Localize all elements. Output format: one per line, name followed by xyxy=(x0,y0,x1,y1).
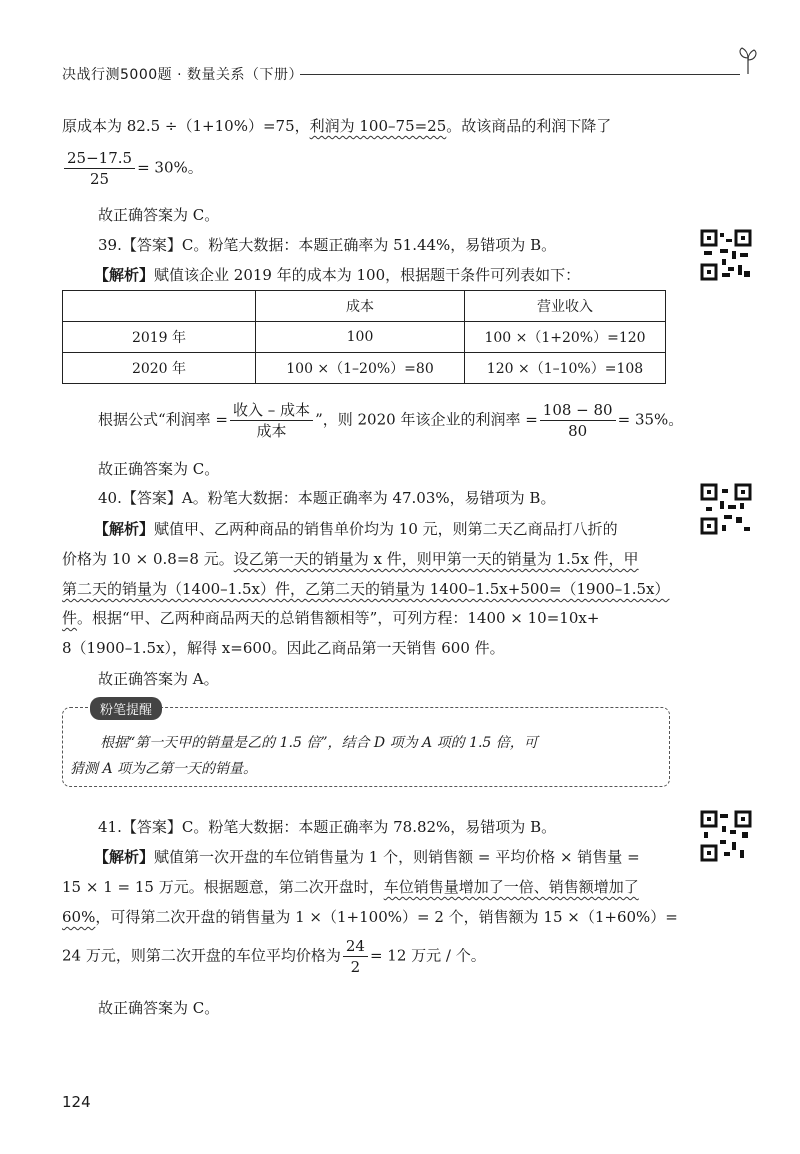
fraction: $\frac{\text{收入 – 成本}}{\text{成本}}$ xyxy=(230,400,313,441)
fraction: $\frac{25-17.5}{25}$ xyxy=(64,148,135,189)
text-line: 件。根据“甲、乙两种商品两天的总销售额相等”，可列方程：1400 × 10=10x+ xyxy=(62,609,600,627)
formula-line: $\frac{25-17.5}{25}$ = 30%。 xyxy=(62,148,203,189)
formula-line: 24 万元，则第二次开盘的车位平均价格为 $\frac{24}{2}$ = 12 万元 / 个。 xyxy=(62,937,486,976)
answer-header: 41.【答案】C。粉笔大数据：本题正确率为 78.82%，易错项为 B。 xyxy=(98,818,557,836)
table-cell: 100 xyxy=(256,322,465,353)
qr-code-icon[interactable] xyxy=(700,810,752,862)
answer-line: 故正确答案为 A。 xyxy=(98,670,219,688)
table-cell: 100 ×（1–20%）=80 xyxy=(256,353,465,384)
tip-label: 粉笔提醒 xyxy=(90,697,162,720)
answer-line: 故正确答案为 C。 xyxy=(98,206,220,224)
fraction: $\frac{24}{2}$ xyxy=(343,936,368,977)
analysis-line: 【解析】赋值甲、乙两种商品的销售单价均为 10 元，则第二天乙商品打八折的 xyxy=(94,520,618,538)
table-cell xyxy=(63,291,256,322)
table-cell: 100 ×（1+20%）=120 xyxy=(465,322,666,353)
fraction: $\frac{108 - 80}{80}$ xyxy=(540,400,616,441)
page-number: 124 xyxy=(62,1093,91,1111)
answer-header: 39.【答案】C。粉笔大数据：本题正确率为 51.44%，易错项为 B。 xyxy=(98,236,557,254)
qr-code-icon[interactable] xyxy=(700,483,752,535)
table-cell: 2019 年 xyxy=(63,322,256,353)
text-line: 15 × 1 = 15 万元。根据题意，第二次开盘时，车位销售量增加了一倍、销售额增加了 xyxy=(62,878,639,896)
table-header-row xyxy=(63,291,666,322)
text-line: 原成本为 82.5 ÷（1+10%）=75，利润为 100–75=25。故该商品的利润下降了 xyxy=(62,117,612,135)
table-row xyxy=(63,353,666,384)
tip-text: 根据“第一天甲的销量是乙的 1.5 倍”，结合 D 项为 A 项的 1.5 倍，可 xyxy=(100,735,538,751)
tip-text: 猜测 A 项为乙第一天的销量。 xyxy=(70,761,258,777)
analysis-line: 【解析】赋值第一次开盘的车位销售量为 1 个，则销售额 = 平均价格 × 销售量 = xyxy=(94,848,640,866)
data-table xyxy=(62,290,666,384)
leaf-icon xyxy=(736,46,760,76)
text-line: 价格为 10 × 0.8=8 元。设乙第一天的销量为 x 件，则甲第一天的销量为 1.5x 件，甲 xyxy=(62,550,639,568)
answer-header: 40.【答案】A。粉笔大数据：本题正确率为 47.03%，易错项为 B。 xyxy=(98,489,556,507)
text-line: 第二天的销量为（1400–1.5x）件，乙第二天的销量为 1400–1.5x+500=（1900–1.5x） xyxy=(62,580,670,598)
answer-line: 故正确答案为 C。 xyxy=(98,999,220,1017)
header-rule xyxy=(300,74,740,75)
answer-line: 故正确答案为 C。 xyxy=(98,460,220,478)
analysis-line: 【解析】赋值该企业 2019 年的成本为 100，根据题干条件可列表如下： xyxy=(94,266,581,284)
table-cell: 120 ×（1–10%）=108 xyxy=(465,353,666,384)
table-row xyxy=(63,322,666,353)
qr-code-icon[interactable] xyxy=(700,229,752,281)
table-cell: 成本 xyxy=(256,291,465,322)
text-line: 60%，可得第二次开盘的销售量为 1 ×（1+100%）= 2 个，销售额为 15 ×（1+60%）= xyxy=(62,908,678,926)
table-cell: 2020 年 xyxy=(63,353,256,384)
formula-line: 根据公式“利润率 = $\frac{\text{收入 – 成本}}{\text{成本}}$ ”，则 2020 年该企业的利润率 = $\frac{108 - 80}{80}$ = 35%。 xyxy=(98,401,684,440)
table-cell: 营业收入 xyxy=(465,291,666,322)
text-line: 8（1900–1.5x），解得 x=600。因此乙商品第一天销售 600 件。 xyxy=(62,639,505,657)
running-header: 决战行测5000题 · 数量关系（下册） xyxy=(62,67,303,83)
